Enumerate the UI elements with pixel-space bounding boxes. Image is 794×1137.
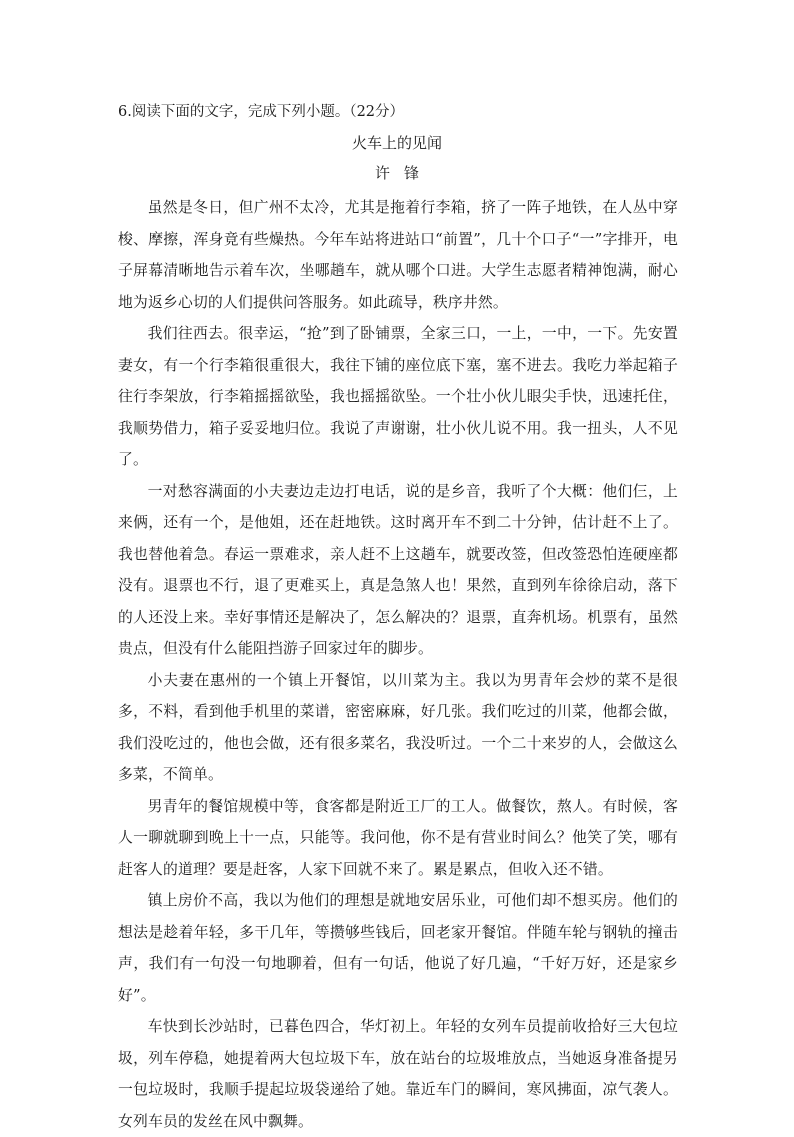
article-author: 许锋 bbox=[374, 164, 433, 182]
article-title: 火车上的见闻 bbox=[351, 134, 442, 152]
paragraph-1: 虽然是冬日，但广州不太冷，尤其是拖着行李箱，挤了一阵子地铁，在人丛中穿梭、摩擦，浑身竟有些燥热。今年车站将进站口“前置”，几十个口子“一”字排开，电子屏幕清晰地告示着车次，坐哪趟车，就从哪个口进。大学生志愿者精神饱满，耐心地为返乡心切的人们提供问答服务。如此疏导，秩序井然。 bbox=[118, 199, 678, 311]
paragraph-5: 男青年的餐馆规模中等，食客都是附近工厂的工人。做餐饮，熬人。有时候，客人一聊就聊到晚上十一点，只能等。我问他，你不是有营业时间么？他笑了笑，哪有赶客人的道理？要是赶客，人家下回就不来了。累是累点，但收入还不错。 bbox=[118, 797, 678, 878]
paragraph-6: 镇上房价不高，我以为他们的理想是就地安居乐业，可他们却不想买房。他们的想法是趁着年轻，多干几年，等攒够些钱后，回老家开餐馆。伴随车轮与钢轨的撞击声，我们有一句没一句地聊着，但有一句话，他说了好几遍，“千好万好，还是家乡好”。 bbox=[118, 892, 678, 1004]
paragraph-7: 车快到长沙站时，已暮色四合，华灯初上。年轻的女列车员提前收拾好三大包垃圾，列车停稳，她提着两大包垃圾下车，放在站台的垃圾堆放点，当她返身准备提另一包垃圾时，我顺手提起垃圾袋递给了她。靠近车门的瞬间，寒风拂面，凉气袭人。女列车员的发丝在风中飘舞。 bbox=[118, 1018, 678, 1130]
article-body bbox=[118, 192, 678, 1137]
paragraph-3: 一对愁容满面的小夫妻边走边打电话，说的是乡音，我听了个大概：他们仨，上来俩，还有一个，是他姐，还在赶地铁。这时离开车不到二十分钟，估计赶不上了。我也替他着急。春运一票难求，亲人赶不上这趟车，就要改签，但改签恐怕连硬座都没有。退票也不行，退了更难买上，真是急煞人也！果然，直到列车徐徐启动，落下的人还没上来。幸好事情还是解决了，怎么解决的？退票，直奔机场。机票有，虽然贵点，但没有什么能阻挡游子回家过年的脚步。 bbox=[118, 482, 678, 657]
question-header: 6.阅读下面的文字，完成下列小题。（22分） bbox=[118, 104, 405, 120]
paragraph-4: 小夫妻在惠州的一个镇上开餐馆，以川菜为主。我以为男青年会炒的菜不是很多，不料，看到他手机里的菜谱，密密麻麻，好几张。我们吃过的川菜，他都会做，我们没吃过的，他也会做，还有很多菜名，我没听过。一个二十来岁的人，会做这么多菜，不简单。 bbox=[118, 671, 678, 783]
paragraph-2: 我们往西去。很幸运，“抢”到了卧铺票，全家三口，一上，一中，一下。先安置妻女，有一个行李箱很重很大，我往下铺的座位底下塞，塞不进去。我吃力举起箱子往行李架放，行李箱摇摇欲坠，我也摇摇欲坠。一个壮小伙儿眼尖手快，迅速托住，我顺势借力，箱子妥妥地归位。我说了声谢谢，壮小伙儿说不用。我一扭头，人不见了。 bbox=[118, 325, 678, 468]
